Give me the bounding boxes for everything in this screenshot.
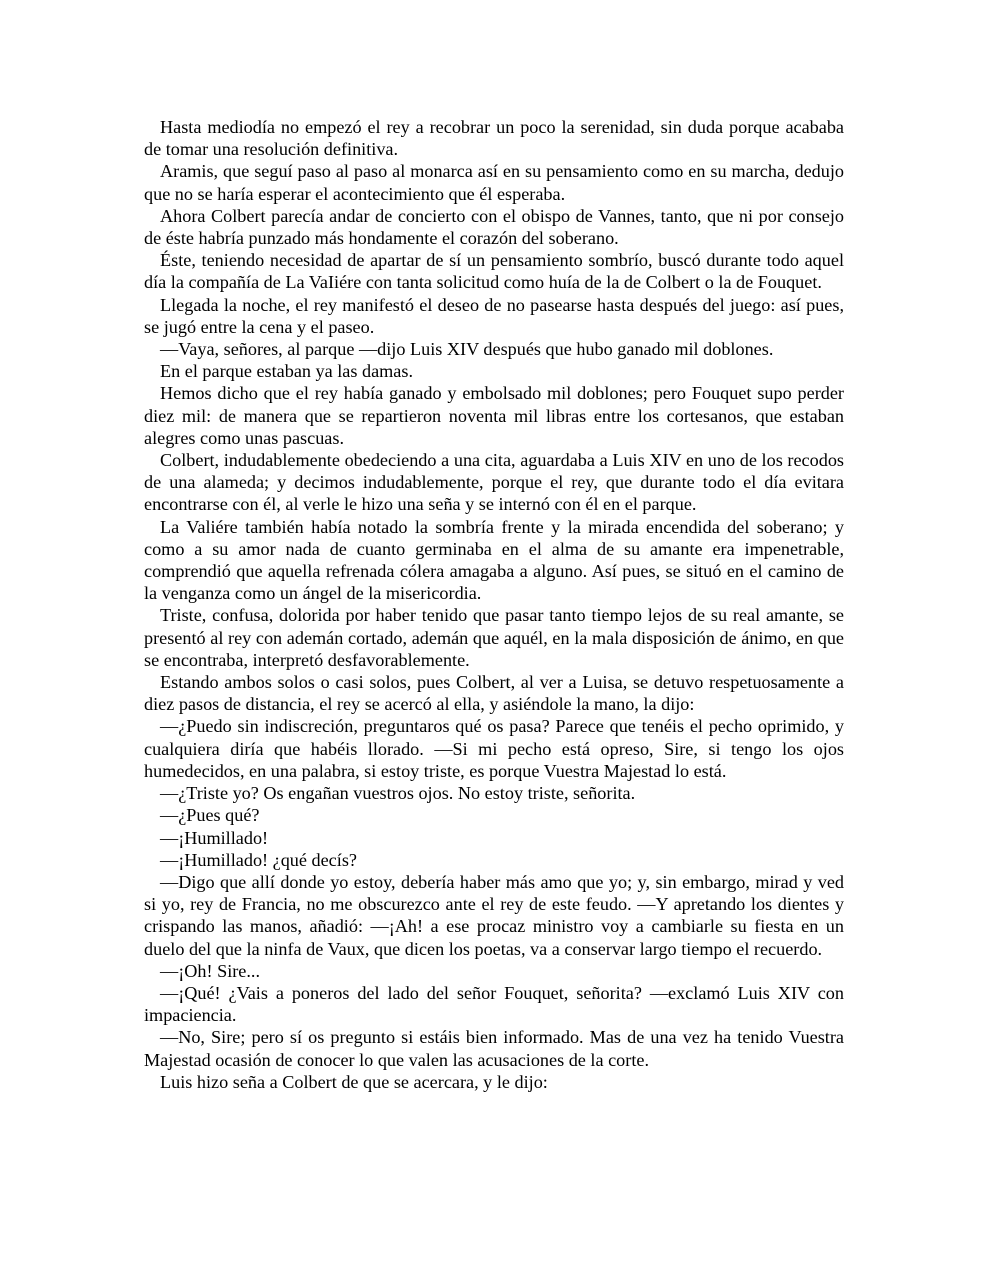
paragraph: Ahora Colbert parecía andar de concierto con el obispo de Vannes, tanto, que ni por consejo de éste habría punzado más hondamente el corazón del soberano. bbox=[144, 205, 844, 249]
paragraph: Estando ambos solos o casi solos, pues Colbert, al ver a Luisa, se detuvo respetuosamente a diez pasos de distancia, el rey se acercó al ella, y asiéndole la mano, la dijo: bbox=[144, 672, 844, 715]
paragraph: —¡Humillado! bbox=[160, 827, 269, 848]
paragraph: —Vaya, señores, al parque —dijo Luis XIV después que hubo ganado mil doblones. bbox=[160, 339, 774, 360]
paragraph: —¿Triste yo? Os engañan vuestros ojos. No estoy triste, señorita. bbox=[160, 783, 636, 804]
paragraph: Luis hizo seña a Colbert de que se acercara, y le dijo: bbox=[160, 1071, 548, 1092]
paragraph: —¿Puedo sin indiscreción, preguntaros qué os pasa? Parece que tenéis el pecho oprimido, y cualquiera diría que habéis llorado. —Si mi pecho está opreso, Sire, si tengo los ojos humedecidos, en una palabra, si estoy triste, es porque Vuestra Majestad lo está. bbox=[144, 716, 844, 781]
document-page bbox=[144, 116, 844, 1093]
paragraph: En el parque estaban ya las damas. bbox=[160, 361, 414, 382]
paragraph: —¡Oh! Sire... bbox=[160, 960, 261, 981]
paragraph: —No, Sire; pero sí os pregunto si estáis bien informado. Mas de una vez ha tenido Vuestra Majestad ocasión de conocer lo que valen las acusaciones de la corte. bbox=[144, 1027, 844, 1070]
paragraph: —¿Pues qué? bbox=[160, 805, 260, 826]
paragraph: —¡Qué! ¿Vais a poneros del lado del señor Fouquet, señorita? —exclamó Luis XIV con impaciencia. bbox=[144, 982, 844, 1026]
paragraph: Éste, teniendo necesidad de apartar de sí un pensamiento sombrío, buscó durante todo aquel día la compañía de La VaIiére con tanta solicitud como huía de la de Colbert o la de Fouquet. bbox=[144, 250, 844, 293]
paragraph: Llegada la noche, el rey manifestó el deseo de no pasearse hasta después del juego: así pues, se jugó entre la cena y el paseo. bbox=[144, 294, 844, 337]
paragraph: Triste, confusa, dolorida por haber tenido que pasar tanto tiempo lejos de su real amante, se presentó al rey con ademán cortado, ademán que aquél, en la mala disposición de ánimo, en que se encontraba, interpretó desfavorablemente. bbox=[144, 605, 844, 670]
paragraph: Aramis, que seguí paso al paso al monarca así en su pensamiento como en su marcha, dedujo que no se haría esperar el acontecimiento que él esperaba. bbox=[144, 161, 844, 204]
paragraph: —Digo que allí donde yo estoy, debería haber más amo que yo; y, sin embargo, mirad y ved si yo, rey de Francia, no me obscurezco ante el rey de este feudo. —Y apretando los dientes y crispando las manos, añadió: —¡Ah! a ese procaz ministro voy a cambiarle su fiesta en un duelo del que la ninfa de Vaux, que dicen los poetas, va a conservar largo tiempo el recuerdo. bbox=[144, 871, 844, 959]
paragraph: Hasta mediodía no empezó el rey a recobrar un poco la serenidad, sin duda porque acababa de tomar una resolución definitiva. bbox=[144, 117, 844, 160]
paragraph: Colbert, indudablemente obedeciendo a una cita, aguardaba a Luis XIV en uno de los recodos de una alameda; y decimos indudablemente, porque el rey, que durante todo el día evitara encontrarse con él, al verle le hizo una seña y se internó con él en el parque. bbox=[144, 450, 844, 515]
paragraph: —¡Humillado! ¿qué decís? bbox=[160, 849, 357, 870]
paragraph: La Valiére también había notado la sombría frente y la mirada encendida del soberano; y como a su amor nada de cuanto germinaba en el alma de su amante era impenetrable, comprendió que aquella refrenada cólera amagaba a alguno. Así pues, se situó en el camino de la venganza como un ángel de la misericordia. bbox=[144, 516, 844, 604]
paragraph: Hemos dicho que el rey había ganado y embolsado mil doblones; pero Fouquet supo perder diez mil: de manera que se repartieron noventa mil libras entre los cortesanos, que estaban alegres como unas pascuas. bbox=[144, 383, 844, 448]
